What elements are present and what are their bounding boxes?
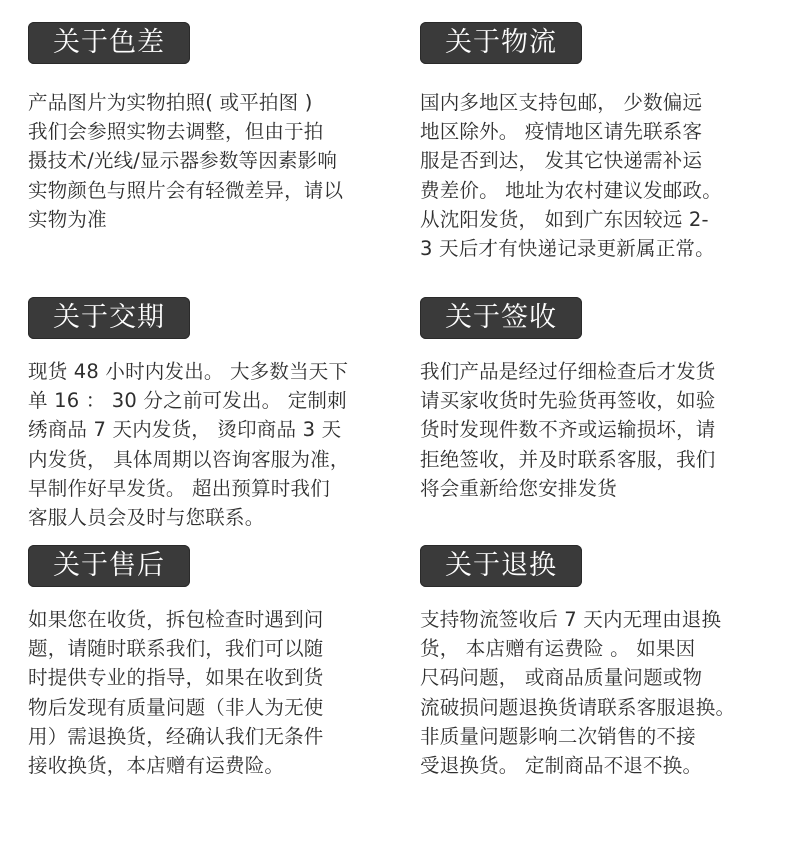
section-title-returns: 关于退换 <box>420 545 582 587</box>
section-title-receipt: 关于签收 <box>420 297 582 339</box>
section-text-color-difference: 产品图片为实物拍照( 或平拍图 ) 我们会参照实物去调整，但由于拍 摄技术/光线/显示器参数等因素影响 实物颜色与照片会有轻微差异，请以 实物为准 <box>28 91 344 231</box>
section-title-delivery-time: 关于交期 <box>28 297 190 339</box>
section-title-shipping: 关于物流 <box>420 22 582 64</box>
section-text-shipping: 国内多地区支持包邮， 少数偏远 地区除外。 疫情地区请先联系客 服是否到达， 发其它快递需补运 费差价。 地址为农村建议发邮政。 从沈阳发货， 如到广东因较远 2- 3 天后才有快递记录更新属正常。 <box>420 91 722 261</box>
section-title-color-difference: 关于色差 <box>28 22 190 64</box>
section-text-after-sales: 如果您在收货，拆包检查时遇到问 题，请随时联系我们，我们可以随 时提供专业的指导，如果在收到货 物后发现有质量问题（非人为无使 用）需退换货，经确认我们无条件 接收换货，本店赠有运费险。 <box>28 608 324 778</box>
section-text-returns: 支持物流签收后 7 天内无理由退换 货， 本店赠有运费险 。 如果因 尺码问题， 或商品质量问题或物 流破损问题退换货请联系客服退换。 非质量问题影响二次销售的不接 受退换货。 定制商品不退不换。 <box>420 608 736 778</box>
section-title-after-sales: 关于售后 <box>28 545 190 587</box>
section-text-receipt: 我们产品是经过仔细检查后才发货 请买家收货时先验货再签收，如验 货时发现件数不齐或运输损坏，请 拒绝签收，并及时联系客服，我们 将会重新给您安排发货 <box>420 360 716 500</box>
section-text-delivery-time: 现货 48 小时内发出。 大多数当天下 单 16 ： 30 分之前可发出。 定制刺 绣商品 7 天内发货， 烫印商品 3 天 内发货， 具体周期以咨询客服为准， 早制作好早发货。 超出预算时我们 客服人员会及时与您联系。 <box>28 360 350 530</box>
